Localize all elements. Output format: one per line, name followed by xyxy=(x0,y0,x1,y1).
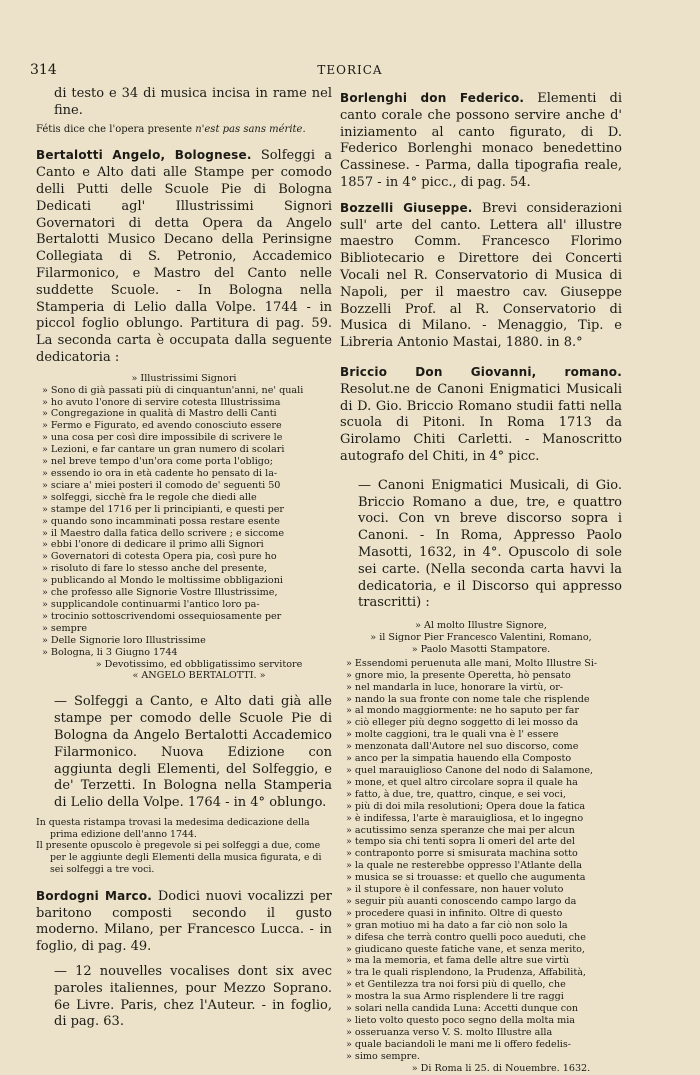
letter-line: » solari nella candida Luna: Accetti dunque con xyxy=(346,1003,579,1015)
entry-borlenghi xyxy=(340,90,622,192)
entry-briccio xyxy=(340,364,622,466)
dedication-line: » quando sono incamminati possa restare esente xyxy=(42,515,280,527)
dedication-line: » Fermo e Figurato, ed avendo conosciuto essere xyxy=(42,420,282,432)
dedication-line: » sciare a' miei posteri il comodo de' seguenti 50 xyxy=(42,479,281,491)
dedication-block xyxy=(36,373,332,683)
entry-canoni: — Canoni Enigmatici Musicali, di Gio. Briccio Romano a due, tre, e quattro voci. Con vn breve discorso sopra i Canoni. - In Roma, Appresso Paolo Masotti, 1632, in 4°. Opuscolo di sole sei carte. (Nella seconda carta havvi la dedicatoria, e il Discorso qui appresso trascritti) : xyxy=(358,477,622,611)
letter-line: » quale baciandoli le mani me li offero fedelis- xyxy=(346,1038,572,1050)
entry-solfeggi-1764: — Solfeggi a Canto, e Alto dati già alle stampe per comodo delle Scuole Pie di Bologna da Angelo Bertalotti Accademico Filarmonico. Nuova Edizione con aggiunta degli Elementi, del Solfeggio, e de' Terzetti. In Bologna nella Stamperia di Lelio della Volpe. 1764 - in 4° oblungo. xyxy=(54,694,332,811)
note-line: In questa ristampa trovasi la medesima dedicazione della prima edizione dell'anno 1744. xyxy=(36,816,310,840)
letter-line: » et Gentilezza tra noi forsi più di quello, che xyxy=(346,979,566,991)
dedication-closing: » Devotissimo, ed obbligatissimo servitore xyxy=(95,658,303,670)
letter-line: » tempo sia chi tenti sopra li omeri del arte del xyxy=(346,836,575,848)
letter-line: » giudicano queste fatiche vane, et senza merito, xyxy=(346,943,585,955)
entry-heading: Bozzelli Giuseppe. xyxy=(340,200,473,215)
entry-heading: Bertalotti Angelo, Bolognese. xyxy=(36,148,252,163)
dedication-line: » il Maestro dalla fatica dello scrivere ; e siccome xyxy=(42,527,285,539)
dedication-line: » una cosa per così dire impossibile di scrivere le xyxy=(42,432,283,444)
letter-line: » la quale ne resterebbe oppresso l'Atlante della xyxy=(346,860,583,872)
page-number: 314 xyxy=(30,62,57,78)
letter-line: » il stupore è il confessare, non hauer voluto xyxy=(346,884,564,896)
dedication-line: » essendo io ora in età cadente ho pensato di la- xyxy=(42,468,278,479)
dedication-line: » risoluto di fare lo stesso anche del presente, xyxy=(42,563,267,575)
letter-line: » seguir più auanti conoscendo campo largo da xyxy=(346,895,577,907)
dedication-line: » ebbi l'onore di dedicare il primo alli Signori xyxy=(42,539,264,551)
letter-line: » più di doi mila resolutioni; Opera doue la fatica xyxy=(346,800,586,812)
dedication-line: » trocinio sottoscrivendomi ossequiosamente per xyxy=(42,610,282,622)
entry-heading: Bordogni Marco. xyxy=(36,888,153,903)
letter-line: » è indifessa, l'arte è marauigliosa, et lo ingegno xyxy=(346,812,584,824)
dedication-salutation: » Illustrissimi Signori xyxy=(131,372,237,384)
letter-line: » molte caggioni, tra le quali vna è l' essere xyxy=(346,729,559,741)
letter-line: » lieto volto questo poco segno della molta mia xyxy=(346,1015,575,1027)
entry-heading: Briccio Don Giovanni, romano. xyxy=(340,364,622,379)
letter-line: » mone, et quel altro circolare sopra il quale ha xyxy=(346,776,578,788)
letter-line: » ciò elleger più degno soggetto di lei mosso da xyxy=(346,717,579,729)
fetis-note-italic: n'est pas sans mérite. xyxy=(195,123,306,135)
dedication-line: » che professo alle Signorie Vostre Illustrissime, xyxy=(42,587,278,599)
dedication-line: » solfeggi, sicchè fra le regole che diedi alle xyxy=(42,491,257,503)
dedication-line: » Lezioni, e far cantare un gran numero di scolari xyxy=(42,444,285,456)
letter-line: » mostra la sua Armo risplendere li tre raggi xyxy=(346,991,564,1003)
address-line: » Al molto Illustre Signore, xyxy=(415,620,547,632)
letter-line: » tra le quali risplendono, la Prudenza, Affabilità, xyxy=(346,967,586,979)
letter-line: » quel marauiglioso Canone del nodo di Salamone, xyxy=(346,764,594,776)
continuation-text: di testo e 34 di musica incisa in rame nel fine. xyxy=(54,86,332,118)
letter-line: » osseruanza verso V. S. molto Illustre alla xyxy=(346,1026,553,1038)
dedication-line: » Delle Signorie loro Illustrissime xyxy=(42,634,206,646)
letter-line: » difesa che terrà contro quelli poco aueduti, che xyxy=(346,931,586,943)
letter-block xyxy=(340,658,622,1075)
letter-line: » nando la sua fronte con nome tale che risplende xyxy=(346,693,590,705)
letter-line: » al mondo maggiormente: ne ho saputo per far xyxy=(346,705,579,717)
dedication-line: » Sono di già passati più di cinquantun'anni, ne' quali xyxy=(42,384,304,396)
dedication-line: » stampe del 1716 per li principianti, e questi per xyxy=(42,503,284,515)
dedication-line: » Governatori di cotesta Opera pia, così pure ho xyxy=(42,551,277,563)
left-column xyxy=(36,86,332,1031)
page-header xyxy=(0,62,700,82)
dedication-line: » nel breve tempo d'un'ora come porta l'obligo; xyxy=(42,456,273,468)
entry-bordogni-2: — 12 nouvelles vocalises dont six avec paroles italiennes, pour Mezzo Soprano. 6e Livre. Paris, chez l'Auteur. - in foglio, di pag. 63. xyxy=(54,964,332,1030)
letter-line: » simo sempre. xyxy=(346,1050,420,1062)
address-block xyxy=(340,620,622,656)
dedication-line: » Bologna, li 3 Giugno 1744 xyxy=(42,646,178,658)
fetis-note xyxy=(36,124,332,136)
fetis-note-prefix: Fétis dice che l'opera presente xyxy=(36,123,193,135)
dedication-signature: « ANGELO BERTALOTTI. » xyxy=(132,670,266,682)
letter-line: » procedere quasi in infinito. Oltre di questo xyxy=(346,907,563,919)
letter-date: » Di Roma li 25. di Nouembre. 1632. xyxy=(411,1062,591,1074)
dedication-line: » supplicandole continuarmi l'antico loro pa- xyxy=(42,598,260,610)
letter-line: » menzonata dall'Autore nel suo discorso, come xyxy=(346,741,579,753)
letter-line: » gnore mio, la presente Operetta, hò pensato xyxy=(346,669,571,681)
entry-text: Brevi considerazioni sull' arte del canto. Lettera all' illustre maestro Comm. Francesco Florimo Bibliotecario e Direttore dei Concerti Vocali nel R. Conservatorio di Musica di Napoli, per il maestro cav. Giuseppe Bozzelli Prof. al R. Conservatorio di Musica di Milano. - Menaggio, Tip. e Libreria Antonio Mastai, 1880. in 8.° xyxy=(340,200,623,351)
letter-line: » anco per la simpatia hauendo ella Composto xyxy=(346,753,572,765)
entry-bozzelli xyxy=(340,200,622,352)
letter-line: » nel mandarla in luce, honorare la virtù, or- xyxy=(346,681,564,693)
letter-line: » musica se si trouasse: et quello che augumenta xyxy=(346,872,586,884)
entry-text: Solfeggi a Canto e Alto dati alle Stampe per comodo delli Putti delle Scuole Pie di Bologna Dedicati agl' Illustrissimi Signori Governatori di detta Opera da Angelo Bertalotti Musico Decano della Perinsigne Collegiata di S. Petronio, Accademico Filarmonico, e Mastro del Canto nelle suddette Scuole. - In Bologna nella Stamperia di Lelio dalla Volpe. 1744 - in piccol foglio oblungo. Partitura di pag. 59. La seconda carta è occupata dalla seguente dedicatoria : xyxy=(36,148,332,365)
dedication-line: » Congregazione in qualità di Mastro delli Canti xyxy=(42,408,277,420)
letter-line: » Essendomi peruenuta alle mani, Molto Illustre Si- xyxy=(346,657,598,669)
entry-text: Resolut.ne de Canoni Enigmatici Musicali di D. Gio. Briccio Romano studii fatti nella scuola di Pitoni. In Roma 1713 da Girolamo Chiti Carletti. - Manoscritto autografo del Chiti, in 4° picc. xyxy=(340,381,622,464)
running-title: TEORICA xyxy=(317,63,383,77)
letter-line: » gran motiuo mi ha dato a far ciò non solo la xyxy=(346,919,568,931)
address-line: » Paolo Masotti Stampatore. xyxy=(411,643,551,655)
entry-bertalotti xyxy=(36,147,332,366)
dedication-line: » sempre xyxy=(42,622,88,634)
letter-line: » ma la memoria, et fama delle altre sue virtù xyxy=(346,955,570,967)
notes-block xyxy=(36,817,332,876)
address-line: » il Signor Pier Francesco Valentini, Romano, xyxy=(370,632,592,644)
letter-line: » contraponto porre si smisurata machina sotto xyxy=(346,848,578,860)
dedication-line: » publicando al Mondo le moltissime obbligazioni xyxy=(42,575,283,587)
letter-line: » acutissimo senza speranze che mai per alcun xyxy=(346,824,575,836)
entry-bordogni xyxy=(36,888,332,956)
note-line: Il presente opuscolo è pregevole si pei solfeggi a due, come per le aggiunte degli Elementi della musica figurata, e di sei solfeggi a tre voci. xyxy=(36,840,322,876)
letter-line: » fatto, à due, tre, quattro, cinque, e sei voci, xyxy=(346,788,566,800)
entry-text: Elementi di canto corale che possono servire anche d' iniziamento al canto figurato, di D. Federico Borlenghi monaco benedettino Cassinese. - Parma, dalla tipografia reale, 1857 - in 4° picc., di pag. 54. xyxy=(340,91,622,190)
entry-text: Dodici nuovi vocalizzi per baritono composti secondo il gusto moderno. Milano, per Francesco Lucca. - in foglio, di pag. 49. xyxy=(36,888,332,955)
dedication-line: » ho avuto l'onore di servire cotesta Illustrissima xyxy=(42,396,281,408)
right-column xyxy=(340,90,622,1075)
entry-heading: Borlenghi don Federico. xyxy=(340,91,525,105)
